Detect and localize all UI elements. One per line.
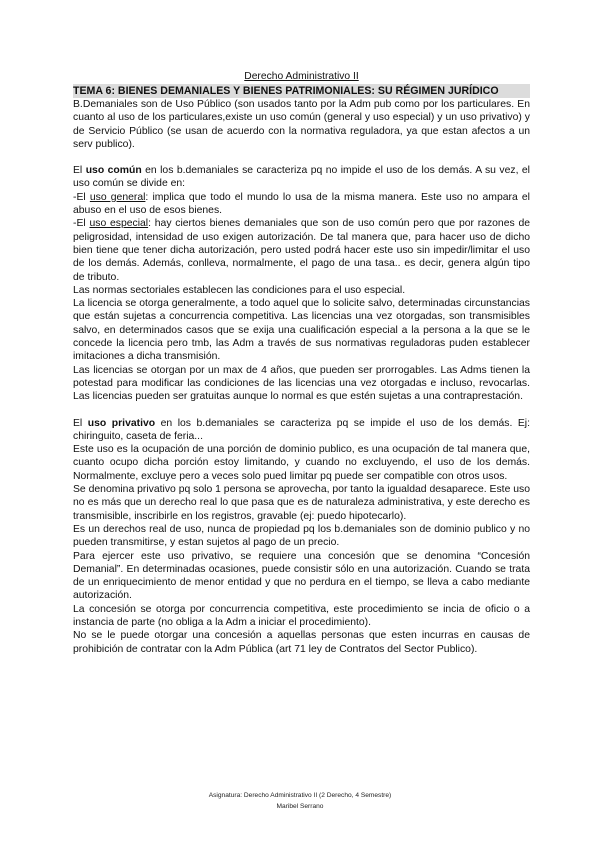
topic-heading: TEMA 6: BIENES DEMANIALES Y BIENES PATRIMONIALES: SU RÉGIMEN JURÍDICO bbox=[73, 84, 530, 98]
licencia-paragraph: La licencia se otorga generalmente, a todo aquel que lo solicite salvo, determinadas circunstancias que están sujetas a concurrencia competitiva. Las licencias una vez otorgadas, son transmisibles salvo, en determinados casos que se exija una cualificación especial a la persona a la que se le concede la licencia pero tmb, las Adm a través de sus normativas reguladoras puden establecer imitaciones a dicha transmisión. bbox=[73, 298, 530, 363]
normas-paragraph: Las normas sectoriales establecen las condiciones para el uso especial. bbox=[73, 284, 406, 296]
concurrencia-paragraph: La concesión se otorga por concurrencia competitiva, este procedimiento se incia de oficio o a instancia de parte (no obliga a la Adm a iniciar el procedimiento). bbox=[73, 603, 530, 628]
intro-paragraph: B.Demaniales son de Uso Público (son usados tanto por la Adm pub como por los particulares. En cuanto al uso de los particulares,existe un uso común (general y uso especial) y un uso privativo) y de Servicio Público (se usan de acuerdo con la normativa reguladora, ya que estan afectos a un serv publico). bbox=[73, 99, 530, 150]
concesion-paragraph: Para ejercer este uso privativo, se requiere una concesión que se denomina “Concesión Demanial”. En determinadas ocasiones, puede consistir sólo en una autorización. Cuando se trata de un enriquecimiento de menor entidad y que no perdura en el tiempo, se lleva a cabo mediante autorización. bbox=[73, 550, 530, 602]
prohibicion-paragraph: No se le puede otorgar una concesión a aquellas personas que esten incurras en causas de prohibición de contratar con la Adm Pública (art 71 ley de Contratos del Sector Publico). bbox=[73, 630, 530, 655]
uso-general-item: -El uso general: implica que todo el mundo lo usa de la misma manera. Este uso no ampara el abuso en el uso de esos bienes. bbox=[73, 191, 530, 217]
paragraph-gap bbox=[73, 151, 530, 164]
uso-privativo-term: uso privativo bbox=[87, 417, 156, 429]
derecho-real-paragraph: Es un derechos real de uso, nunca de propiedad pq los b.demaniales son de dominio publico y no pueden transmitirse, y estan sujetos al pago de un precio. bbox=[73, 523, 530, 549]
uso-especial-term: uso especial bbox=[89, 218, 149, 230]
footer-course: Asignatura: Derecho Administrativo II (2 Derecho, 4 Semestre) bbox=[208, 792, 392, 799]
document-title: Derecho Administrativo II bbox=[244, 71, 359, 82]
footer-author: Maribel Serrano bbox=[276, 803, 324, 810]
uso-comun-intro: El uso común en los b.demaniales se caracteriza pq no impide el uso de los demás. A su vez, el uso común se divide en: bbox=[73, 165, 530, 190]
uso-general-term: uso general bbox=[89, 191, 146, 203]
paragraph-gap bbox=[73, 404, 530, 417]
document-page bbox=[73, 70, 530, 656]
ocupacion-paragraph: Este uso es la ocupación de una porción de dominio publico, es una ocupación de tal manera que, cuanto ocupo dicha porción estoy limitando, y cuando no excluyendo, el uso de los demás. Normalmente, excluye pero a veces solo pued limitar pq puede ser compatible con otros usos. bbox=[73, 444, 530, 482]
uso-comun-term: uso común bbox=[85, 165, 142, 177]
page-footer bbox=[0, 790, 600, 812]
uso-especial-item: -El uso especial: hay ciertos bienes demaniales que son de uso común pero que por razones de peligrosidad, intensidad de uso exigen autorización. De tal manera que, para hacer uso de dicho bien tiene que tener dicha autorización, pero usted podrá hacer este uso sin impedir/limitar el uso de los demás. Además, conlleva, normalmente, el pago de una tasa.. es decir, genera algún tipo de tributo. bbox=[73, 218, 530, 283]
uso-privativo-intro: El uso privativo en los b.demaniales se caracteriza pq se impide el uso de los demás. Ej: chiringuito, caseta de feria... bbox=[73, 417, 530, 442]
privativo-paragraph: Se denomina privativo pq solo 1 persona se aprovecha, por tanto la igualdad desaparece. Este uso no es más que un derecho real lo que pasa que es de naturaleza administrativa, y este derecho es transmisible, inscribirle en los registros, gravable (ej: puedo hipotecarlo). bbox=[73, 484, 530, 522]
licencias-paragraph: Las licencias se otorgan por un max de 4 años, que pueden ser prorrogables. Las Adms tienen la potestad para modificar las condiciones de las licencias una vez otorgadas e incluso, revocarlas. Las licencias pueden ser gratuitas aunque lo normal es que estén sujetas a una contraprestación. bbox=[73, 364, 530, 403]
